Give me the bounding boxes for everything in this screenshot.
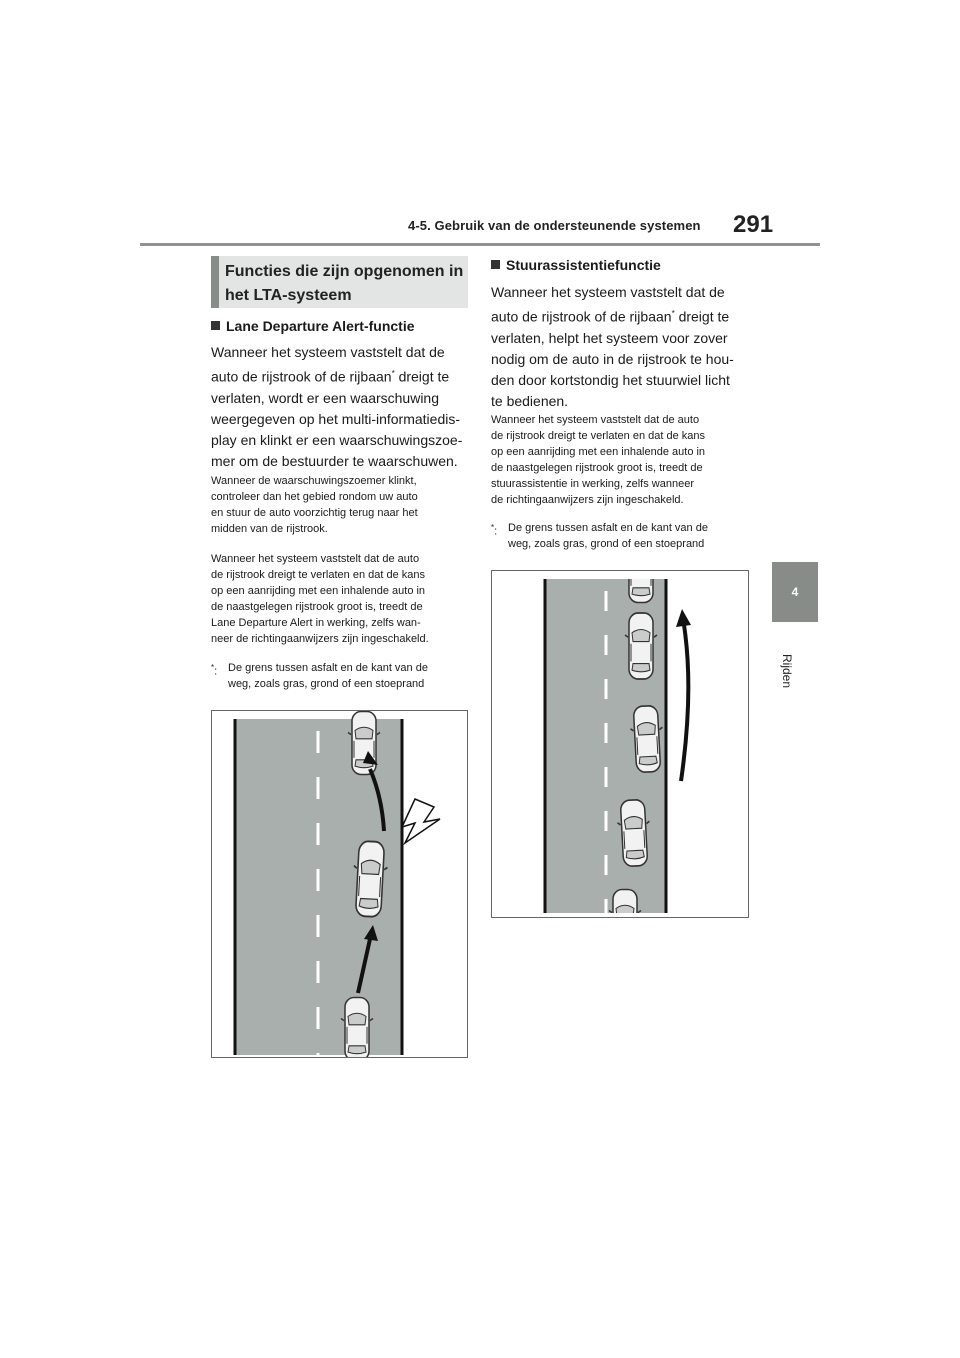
chapter-tab: [772, 562, 818, 622]
body-line-part: auto de rijstrook of de rijbaan: [211, 368, 392, 385]
path-arrow-icon: [681, 625, 688, 781]
footnote-line: De grens tussen asfalt en de kant van de: [508, 522, 708, 534]
footnote-mark: [491, 520, 508, 552]
lane-departure-heading-text: Lane Departure Alert-functie: [226, 318, 415, 334]
body-line: mer om de bestuurder te waarschuwen.: [211, 452, 458, 469]
header-rule: [140, 243, 820, 246]
body-line: Wanneer het systeem vaststelt dat de: [491, 284, 725, 300]
note-line: de richtingaanwijzers zijn ingeschakeld.: [491, 494, 684, 506]
note-line: stuurassistentie in werking, zelfs wanneer: [491, 478, 694, 490]
car-icon: [348, 712, 380, 775]
body-line: nodig om de auto in de rijstrook te hou-: [491, 350, 734, 367]
lane-departure-note-2: [211, 551, 471, 647]
footnote-asterisk: *: [211, 663, 215, 672]
lane-departure-heading: [211, 317, 415, 335]
section-title-line: Functies die zijn opgenomen in: [225, 263, 464, 280]
note-line: de rijstrook dreigt te verlaten en dat de kans: [491, 430, 706, 442]
square-bullet-icon: [211, 321, 220, 330]
footnote-colon: :: [494, 525, 498, 538]
note-line: neer de richtingaanwijzers zijn ingeschakeld.: [211, 633, 429, 645]
section-label: 4-5. Gebruik van de ondersteunende systemen: [408, 218, 701, 233]
footnote-line: weg, zoals gras, grond of een stoeprand: [508, 538, 705, 550]
footnote-asterisk: *: [491, 523, 495, 532]
body-line: [211, 363, 471, 388]
note-line: Wanneer het systeem vaststelt dat de auto: [211, 553, 420, 565]
steering-assist-note: [491, 412, 751, 508]
car-icon: [609, 890, 641, 918]
warning-lightning-icon: [402, 799, 440, 843]
chapter-number: 4: [791, 585, 799, 599]
body-line: [491, 303, 751, 328]
footnote-text: [228, 660, 428, 692]
note-line: de naastgelegen rijstrook groot is, treedt de: [491, 462, 703, 474]
note-line: op een aanrijding met een inhalende auto in: [211, 585, 426, 597]
steering-assist-heading-text: Stuurassistentiefunctie: [506, 257, 661, 273]
footnote-text: [508, 520, 708, 552]
body-line: play en klinkt er een waarschuwingszoe-: [211, 431, 463, 448]
footnote-marker: *: [391, 369, 395, 378]
note-line: Wanneer de waarschuwingszoemer klinkt,: [211, 475, 417, 487]
body-line: verlaten, wordt er een waarschuwing: [211, 389, 440, 406]
note-line: Lane Departure Alert in werking, zelfs wan-: [211, 617, 421, 629]
note-line: de naastgelegen rijstrook groot is, treedt de: [211, 601, 423, 613]
body-line: te bedienen.: [491, 392, 569, 409]
lane-departure-body: [211, 342, 471, 472]
body-line: Wanneer het systeem vaststelt dat de: [211, 344, 445, 360]
body-line-part: auto de rijstrook of de rijbaan: [491, 308, 672, 325]
body-line: weergegeven op het multi-informatiedis-: [211, 410, 461, 427]
note-line: en stuur de auto voorzichtig terug naar het: [211, 507, 418, 519]
car-icon: [625, 571, 657, 603]
footnote-colon: :: [214, 665, 218, 678]
steering-assist-heading: [491, 256, 661, 274]
footnote-marker: *: [671, 309, 675, 318]
steering-assist-body: [491, 282, 751, 412]
body-line: verlaten, helpt het systeem voor zover: [491, 329, 728, 346]
note-line: Wanneer het systeem vaststelt dat de auto: [491, 414, 700, 426]
steering-assist-illustration: [491, 570, 749, 918]
footnote-line: weg, zoals gras, grond of een stoeprand: [228, 678, 425, 690]
section-title-line: het LTA-systeem: [225, 287, 352, 304]
road-diagram: [212, 711, 467, 1057]
note-line: controleer dan het gebied rondom uw auto: [211, 491, 418, 503]
car-icon: [625, 613, 657, 679]
chapter-label: Rijden: [780, 654, 794, 689]
road-diagram: [492, 571, 748, 917]
lane-departure-footnote: [211, 660, 471, 692]
body-line-part: dreigt te: [394, 368, 450, 385]
note-line: de rijstrook dreigt te verlaten en dat de kans: [211, 569, 426, 581]
car-icon: [341, 998, 373, 1058]
footnote-mark: [211, 660, 228, 692]
section-title-box: [211, 256, 468, 308]
footnote-line: De grens tussen asfalt en de kant van de: [228, 662, 428, 674]
note-line: op een aanrijding met een inhalende auto in: [491, 446, 706, 458]
lane-departure-note-1: [211, 473, 471, 537]
arrow-head-icon: [676, 609, 691, 627]
body-line-part: dreigt te: [674, 308, 730, 325]
section-title-bar: [211, 256, 219, 308]
page-number: 291: [733, 211, 774, 238]
square-bullet-icon: [491, 260, 500, 269]
lane-departure-illustration: [211, 710, 468, 1058]
body-line: den door kortstondig het stuurwiel licht: [491, 371, 730, 388]
steering-assist-footnote: [491, 520, 751, 552]
note-line: midden van de rijstrook.: [211, 523, 328, 535]
section-title: [225, 260, 463, 308]
